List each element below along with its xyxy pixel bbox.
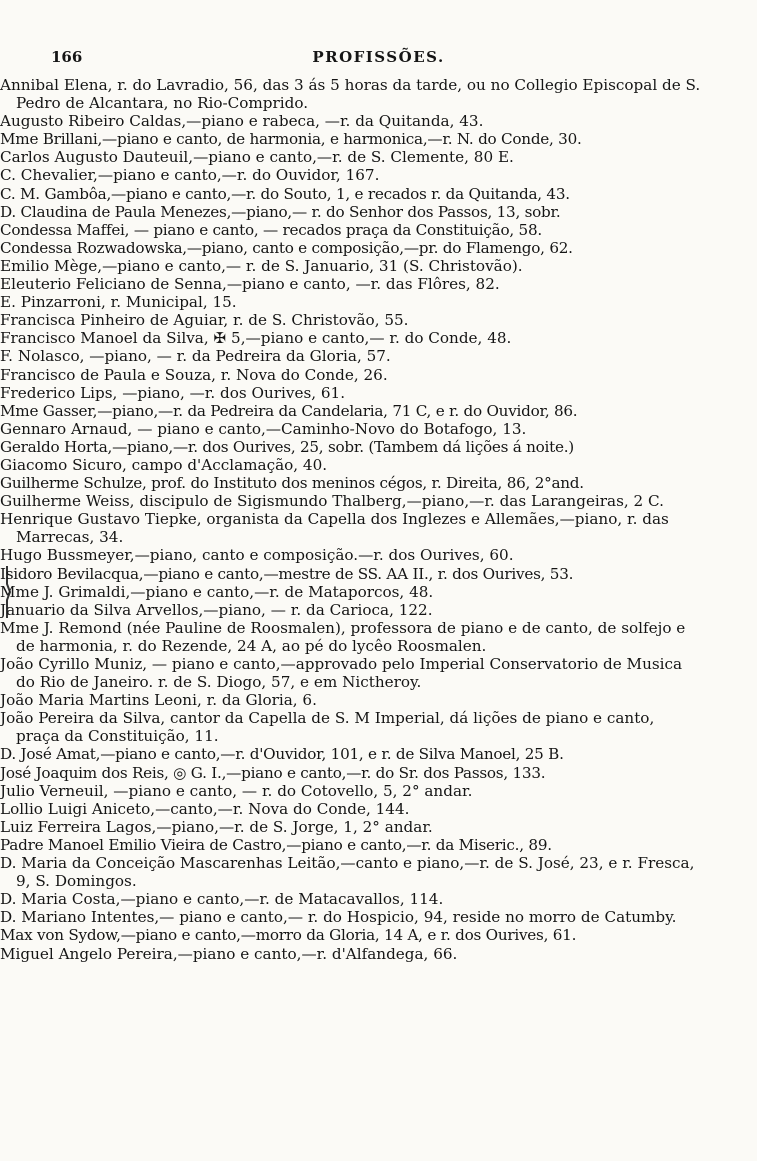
list-item: Isidoro Bevilacqua,—piano e canto,—mestre de SS. AA II., r. dos Ourives, 53. <box>0 564 574 583</box>
list-item: Emilio Mège,—piano e canto,— r. de S. Januario, 31 (S. Christovão). <box>0 256 523 275</box>
list-item: Annibal Elena, r. do Lavradio, 56, das 3 ás 5 horas da tarde, ou no Collegio Episcopal de S. Pedro de Alcantara, no Rio-Comprido. <box>0 76 701 113</box>
list-item: Mme Gasser,—piano,—r. da Pedreira da Candelaria, 71 C, e r. do Ouvidor, 86. <box>0 401 578 420</box>
list-item: D. Claudina de Paula Menezes,—piano,— r. do Senhor dos Passos, 13, sobr. <box>0 202 561 221</box>
list-item: Max von Sydow,—piano e canto,—morro da Gloria, 14 A, e r. dos Ourives, 61. <box>0 926 577 945</box>
list-item: Julio Verneuil, —piano e canto, — r. do Cotovello, 5, 2° andar. <box>0 781 473 800</box>
list-item: Padre Manoel Emilio Vieira de Castro,—piano e canto,—r. da Miseric., 89. <box>0 835 552 854</box>
list-item: D. Maria Costa,—piano e canto,—r. de Matacavallos, 114. <box>0 890 444 909</box>
list-item: D. Maria da Conceição Mascarenhas Leitão,—canto e piano,—r. de S. José, 23, e r. Fresca, 9, S. Domingos. <box>0 854 695 891</box>
list-item: Miguel Angelo Pereira,—piano e canto,—r. d'Alfandega, 66. <box>0 944 458 963</box>
list-item: Francisco Manoel da Silva, ✠ 5,—piano e canto,— r. do Conde, 48. <box>0 329 512 348</box>
list-item: D. Mariano Intentes,— piano e canto,— r. do Hospicio, 94, reside no morro de Catumby. <box>0 908 677 927</box>
list-item: Henrique Gustavo Tiepke, organista da Capella dos Inglezes e Allemães,—piano, r. das Marrecas, 34. <box>0 510 669 547</box>
list-item: Luiz Ferreira Lagos,—piano,—r. de S. Jorge, 1, 2° andar. <box>0 817 433 836</box>
page-number: 166 <box>51 48 83 66</box>
list-item: Gennaro Arnaud, — piano e canto,—Caminho-Novo do Botafogo, 13. <box>0 419 527 438</box>
list-item: E. Pinzarroni, r. Municipal, 15. <box>0 293 237 312</box>
list-item: Geraldo Horta,—piano,—r. dos Ourives, 25, sobr. (Tambem dá lições á noite.) <box>0 437 574 456</box>
list-item: Lollio Luigi Aniceto,—canto,—r. Nova do Conde, 144. <box>0 799 410 818</box>
list-item: Francisco de Paula e Souza, r. Nova do Conde, 26. <box>0 365 388 384</box>
list-item: José Joaquim dos Reis, ◎ G. I.,—piano e canto,—r. do Sr. dos Passos, 133. <box>0 763 546 782</box>
list-item: Guilherme Weiss, discipulo de Sigismundo Thalberg,—piano,—r. das Larangeiras, 2 C. <box>0 492 664 511</box>
list-item: Mme J. Remond (née Pauline de Roosmalen), professora de piano e de canto, de solfejo e de harmonia, r. do Rezende, 24 A, ao pé do lycêo Roosmalen. <box>0 618 686 655</box>
list-item: Condessa Maffei, — piano e canto, — recados praça da Constituição, 58. <box>0 220 542 239</box>
list-item: C. M. Gambôa,—piano e canto,—r. do Souto, 1, e recados r. da Quitanda, 43. <box>0 184 570 203</box>
list-item: Mme J. Grimaldi,—piano e canto,—r. de Mataporcos, 48. <box>0 582 434 601</box>
list-item: João Maria Martins Leoni, r. da Gloria, 6. <box>0 691 317 710</box>
list-item: Carlos Augusto Dauteuil,—piano e canto,—r. de S. Clemente, 80 E. <box>0 148 514 167</box>
list-item: Januario da Silva Arvellos,—piano, — r. da Carioca, 122. <box>0 600 433 619</box>
list-item: F. Nolasco, —piano, — r. da Pedreira da Gloria, 57. <box>0 347 391 366</box>
list-item: Hugo Bussmeyer,—piano, canto e composição.—r. dos Ourives, 60. <box>0 546 514 565</box>
entry-list <box>0 76 757 963</box>
list-item: Francisca Pinheiro de Aguiar, r. de S. Christovão, 55. <box>0 311 409 330</box>
list-item: D. José Amat,—piano e canto,—r. d'Ouvidor, 101, e r. de Silva Manoel, 25 B. <box>0 745 564 764</box>
list-item: Mme Brillani,—piano e canto, de harmonia, e harmonica,—r. N. do Conde, 30. <box>0 130 582 149</box>
list-item: Condessa Rozwadowska,—piano, canto e composição,—pr. do Flamengo, 62. <box>0 238 573 257</box>
list-item: Augusto Ribeiro Caldas,—piano e rabeca, —r. da Quitanda, 43. <box>0 112 484 131</box>
list-item: Guilherme Schulze, prof. do Instituto dos meninos cégos, r. Direita, 86, 2°and. <box>0 474 584 493</box>
running-head: PROFISSÕES. <box>312 48 445 66</box>
list-item: João Pereira da Silva, cantor da Capella de S. M Imperial, dá lições de piano e canto, praça da Constituição, 11. <box>0 709 655 746</box>
page-header <box>0 48 757 70</box>
list-item: João Cyrillo Muniz, — piano e canto,—approvado pelo Imperial Conservatorio de Musica do Rio de Janeiro. r. de S. Diogo, 57, e em Nictheroy. <box>0 655 683 692</box>
list-item: Eleuterio Feliciano de Senna,—piano e canto, —r. das Flôres, 82. <box>0 275 500 294</box>
list-item: C. Chevalier,—piano e canto,—r. do Ouvidor, 167. <box>0 166 380 185</box>
list-item: Frederico Lips, —piano, —r. dos Ourives, 61. <box>0 383 346 402</box>
list-item: Giacomo Sicuro, campo d'Acclamação, 40. <box>0 455 328 474</box>
